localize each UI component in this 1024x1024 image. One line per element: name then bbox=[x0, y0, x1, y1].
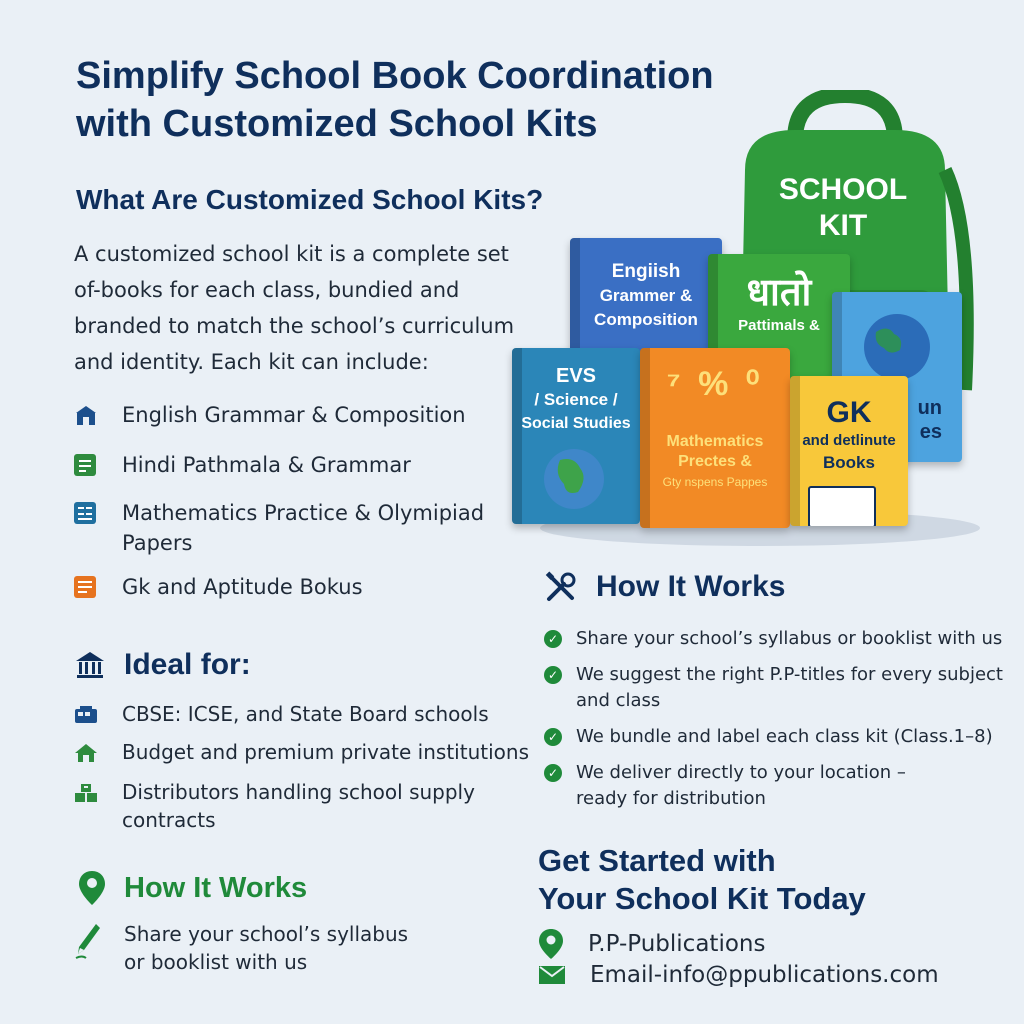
book-evs bbox=[512, 348, 640, 524]
backpack-label-line: KIT bbox=[818, 209, 868, 242]
step-item bbox=[544, 760, 906, 812]
title-line-2: with Customized School Kits bbox=[76, 103, 598, 145]
how-it-works-left bbox=[78, 870, 307, 906]
check-icon: ✓ bbox=[544, 728, 562, 746]
list-item bbox=[74, 450, 411, 480]
book-title-line: EVS bbox=[555, 365, 597, 387]
list-item bbox=[74, 572, 363, 602]
book-title-line: Prectes & bbox=[678, 453, 752, 470]
contact-email-row bbox=[538, 962, 939, 988]
book-title-line: Engiish bbox=[611, 261, 681, 282]
book-gk-title: GK bbox=[826, 396, 872, 429]
list-item bbox=[74, 700, 489, 728]
calculator-icon bbox=[74, 502, 96, 524]
book-hindi-subtitle: Pattimals & bbox=[738, 317, 820, 334]
book-title-line: Grammer & bbox=[599, 286, 693, 305]
intro-line: A customized school kit is a complete set bbox=[74, 242, 509, 266]
list-item-label: Gk and Aptitude Bokus bbox=[122, 575, 363, 599]
list-item-label: Distributors handling school supply bbox=[122, 780, 475, 804]
list-item-label-cont: Papers bbox=[122, 531, 193, 555]
book-hindi-title: धातो bbox=[746, 272, 812, 314]
school-building-icon bbox=[74, 404, 96, 426]
list-item-label: Hindi Pathmala & Grammar bbox=[122, 453, 411, 477]
step-label: Share your school’s syllabus or booklist with us bbox=[576, 628, 1003, 649]
earth-icon bbox=[540, 446, 608, 512]
school-kit-illustration bbox=[500, 90, 1010, 560]
check-icon: ✓ bbox=[544, 630, 562, 648]
backpack-label bbox=[748, 172, 938, 244]
get-started-line-2: Your School Kit Today bbox=[538, 881, 866, 916]
get-started-line-1: Get Started with bbox=[538, 843, 776, 878]
notebook-icon bbox=[74, 454, 96, 476]
step-label: We bundle and label each class kit (Class.1–8) bbox=[576, 726, 993, 747]
list-item bbox=[74, 400, 466, 430]
book-english bbox=[570, 238, 722, 358]
institution-icon bbox=[74, 649, 106, 681]
location-pin-icon bbox=[538, 928, 564, 960]
step-label: We suggest the right P.P-titles for every subject bbox=[576, 664, 1003, 685]
book-title-line: es bbox=[919, 421, 942, 443]
intro-line: branded to match the school’s curriculum bbox=[74, 314, 515, 338]
publisher-name: P.P-Publications bbox=[588, 931, 766, 957]
how-left-line-2: or booklist with us bbox=[124, 950, 308, 974]
open-book-icon bbox=[808, 486, 876, 526]
tools-icon bbox=[544, 570, 578, 604]
list-item-label: CBSE: ICSE, and State Board schools bbox=[122, 702, 489, 726]
math-symbols: ⁷ % ⁰ bbox=[666, 365, 764, 403]
pencil-icon bbox=[74, 922, 102, 962]
contact-email[interactable]: Email-info@ppublications.com bbox=[590, 962, 939, 988]
list-item-label: Mathematics Practice & Olymipiad bbox=[122, 501, 485, 525]
title-line-1: Simplify School Book Coordination bbox=[76, 55, 714, 97]
bus-icon bbox=[74, 705, 98, 725]
how-it-works-heading: How It Works bbox=[596, 570, 786, 603]
contact-name-row bbox=[538, 928, 765, 960]
how-left-line-1: Share your school’s syllabus bbox=[124, 922, 409, 946]
how-it-works-right bbox=[544, 570, 785, 604]
step-item bbox=[544, 724, 993, 750]
list-item bbox=[74, 738, 529, 766]
step-label-cont: ready for distribution bbox=[576, 788, 766, 809]
step-label: We deliver directly to your location – bbox=[576, 762, 906, 783]
book-title-line: Composition bbox=[594, 310, 698, 329]
book-title-line: Mathematics bbox=[666, 433, 764, 450]
list-item bbox=[74, 778, 475, 834]
book-title-line: un bbox=[917, 397, 942, 419]
intro-line: and identity. Each kit can include: bbox=[74, 350, 429, 374]
ideal-for-heading: Ideal for: bbox=[124, 648, 251, 681]
step-label-cont: and class bbox=[576, 690, 661, 711]
book-title-line: / Science / bbox=[534, 390, 618, 409]
intro-line: of-books for each class, bundied and bbox=[74, 278, 460, 302]
book-title-line: Books bbox=[823, 453, 875, 472]
contact-info bbox=[538, 928, 1018, 1008]
boxes-icon bbox=[74, 783, 98, 803]
location-pin-icon bbox=[78, 870, 106, 906]
check-icon: ✓ bbox=[544, 764, 562, 782]
list-icon bbox=[74, 576, 96, 598]
book-mathematics bbox=[640, 348, 790, 528]
mail-icon bbox=[538, 964, 566, 986]
house-icon bbox=[74, 743, 98, 763]
list-item-label: Budget and premium private institutions bbox=[122, 740, 529, 764]
list-item bbox=[74, 498, 484, 558]
ideal-for-section bbox=[74, 648, 251, 682]
step-item bbox=[544, 626, 1002, 652]
intro-paragraph bbox=[74, 236, 554, 380]
step-item bbox=[544, 662, 1003, 714]
list-item-label-cont: contracts bbox=[122, 808, 216, 832]
how-it-works-left-item bbox=[74, 920, 408, 976]
book-title-line: Social Studies bbox=[521, 415, 631, 432]
section-subtitle: What Are Customized School Kits? bbox=[76, 184, 544, 215]
book-gk bbox=[790, 376, 908, 526]
book-title-line: Gty nspens Pappes bbox=[662, 475, 768, 489]
book-title-line: and detlinute bbox=[802, 432, 896, 449]
get-started-heading bbox=[538, 842, 866, 918]
how-it-works-heading: How It Works bbox=[124, 871, 308, 904]
backpack-label-line: SCHOOL bbox=[778, 173, 908, 206]
list-item-label: English Grammar & Composition bbox=[122, 403, 466, 427]
globe-icon bbox=[854, 312, 940, 382]
check-icon: ✓ bbox=[544, 666, 562, 684]
